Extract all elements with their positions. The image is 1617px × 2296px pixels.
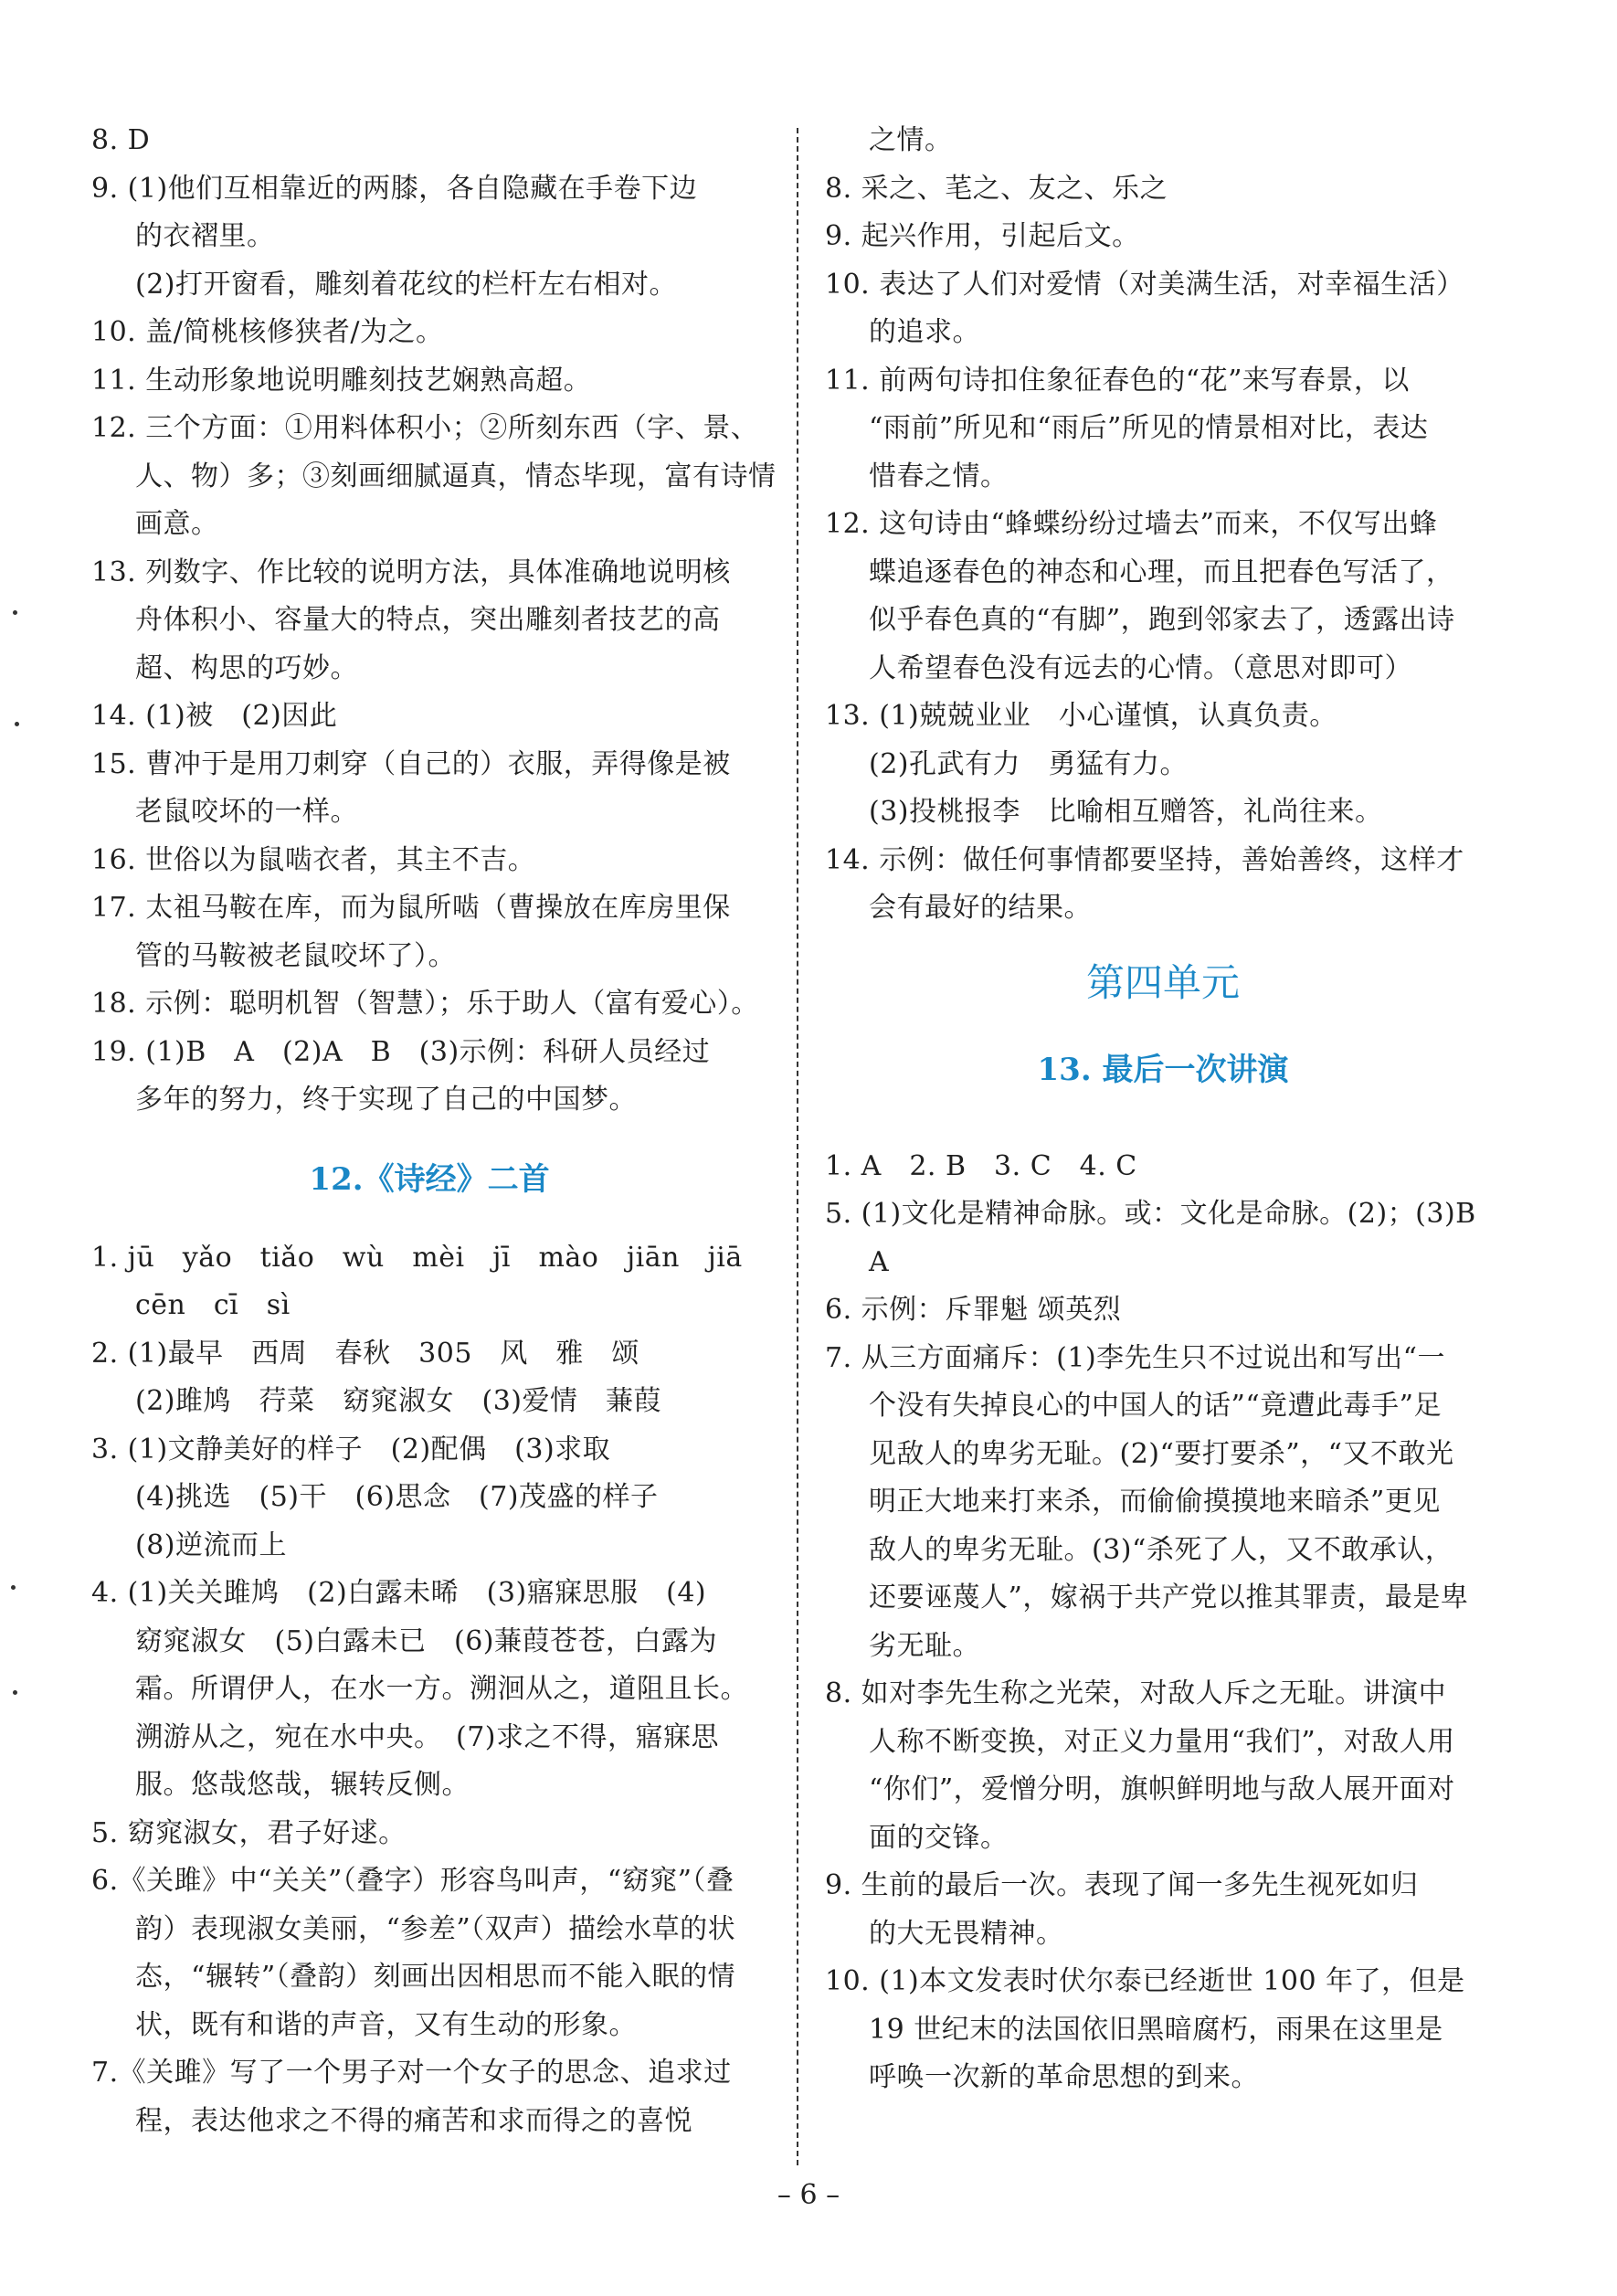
answer-line: 的追求。 <box>869 316 980 348</box>
answer-line: 4. (1)关关雎鸠 (2)白露未晞 (3)寤寐思服 (4) <box>91 1577 707 1609</box>
answer-line: (2)打开窗看，雕刻着花纹的栏杆左右相对。 <box>135 268 677 301</box>
answer-line: 蝶追逐春色的神态和心理，而且把春色写活了， <box>869 555 1454 588</box>
answer-line: (2)雎鸠 荇菜 窈窕淑女 (3)爱情 蒹葭 <box>135 1385 661 1417</box>
right-answers-block-2 <box>825 1143 1501 2102</box>
answer-line: (8)逆流而上 <box>135 1529 287 1561</box>
answer-line: 呼唤一次新的革命思想的到来。 <box>869 2061 1259 2093</box>
scan-speck <box>11 1585 16 1590</box>
answer-line: 韵）表现淑女美丽，“参差”（双声）描绘水草的状 <box>135 1912 736 1945</box>
answer-line: 的大无畏精神。 <box>869 1917 1064 1950</box>
answer-line: 多年的努力，终于实现了自己的中国梦。 <box>135 1084 637 1116</box>
answer-line: 9. 生前的最后一次。表现了闻一多先生视死如归 <box>825 1869 1419 1901</box>
answer-line: 12. 这句诗由“蜂蝶纷纷过墙去”而来，不仅写出蜂 <box>825 508 1438 540</box>
answer-line: 惜春之情。 <box>869 460 1009 492</box>
answer-line: 8. D <box>91 124 151 156</box>
answer-line: 11. 前两句诗扣住象征春色的“花”来写春景，以 <box>825 364 1410 397</box>
spacer <box>825 1106 1501 1143</box>
answer-line: 服。悠哉悠哉，辗转反侧。 <box>135 1769 470 1801</box>
answer-line: 劣无耻。 <box>869 1629 980 1662</box>
answer-line: 的衣褶里。 <box>135 220 275 252</box>
answer-line: 老鼠咬坏的一样。 <box>135 796 358 828</box>
answer-line: 14. (1)被 (2)因此 <box>91 700 338 732</box>
answer-line: 2. (1)最早 西周 春秋 305 风 雅 颂 <box>91 1337 639 1370</box>
answer-line: 程，表达他求之不得的痛苦和求而得之的喜悦 <box>135 2104 692 2137</box>
answer-line: 18. 示例：聪明机智（智慧）；乐于助人（富有爱心）。 <box>91 988 759 1020</box>
answer-line: 19 世纪末的法国依旧黑暗腐朽，雨果在这里是 <box>869 2013 1443 2046</box>
answer-line: 8. 采之、芼之、友之、乐之 <box>825 172 1168 205</box>
answer-line: (2)孔武有力 勇猛有力。 <box>869 747 1188 780</box>
answer-line: 霜。所谓伊人，在水一方。溯洄从之，道阻且长。 <box>135 1673 748 1705</box>
answer-line: 状，既有和谐的声音，又有生动的形象。 <box>135 2008 637 2041</box>
answer-line: 人希望春色没有远去的心情。（意思对即可） <box>869 651 1412 684</box>
answer-line: 面的交锋。 <box>869 1821 1009 1854</box>
scan-speck <box>13 1690 17 1695</box>
answer-line: 8. 如对李先生称之光荣，对敌人斥之无耻。讲演中 <box>825 1677 1447 1709</box>
answer-line: 人称不断变换，对正义力量用“我们”，对敌人用 <box>869 1725 1455 1758</box>
left-answers-block-2 <box>91 1234 767 2146</box>
section-title-last-speech: 13. 最后一次讲演 <box>1037 1051 1289 1088</box>
answer-line: 7. 从三方面痛斥：(1)李先生只不过说出和写出“一 <box>825 1341 1445 1374</box>
answer-line: 态，“辗转”（叠韵）刻画出因相思而不能入眠的情 <box>135 1961 736 1993</box>
answer-line: (3)投桃报李 比喻相互赠答，礼尚往来。 <box>869 796 1383 828</box>
right-column <box>825 117 1501 2102</box>
answer-line: 10. (1)本文发表时伏尔泰已经逝世 100 年了，但是 <box>825 1965 1465 1997</box>
answer-line: 6. 示例：斥罪魁 颂英烈 <box>825 1294 1122 1326</box>
page-number: – 6 – <box>777 2179 840 2211</box>
answer-line: 19. (1)B A (2)A B (3)示例：科研人员经过 <box>91 1035 711 1068</box>
answer-line: 舟体积小、容量大的特点，突出雕刻者技艺的高 <box>135 604 721 636</box>
answer-line: 画意。 <box>135 508 219 540</box>
answer-line: 1. A 2. B 3. C 4. C <box>825 1149 1137 1182</box>
answer-line: “你们”，爱憎分明，旗帜鲜明地与敌人展开面对 <box>869 1773 1455 1805</box>
answer-line: 11. 生动形象地说明雕刻技艺娴熟高超。 <box>91 364 592 397</box>
answer-line: cēn cī sì <box>135 1289 291 1321</box>
answer-line: 个没有失掉良心的中国人的话”“竟遭此毒手”足 <box>869 1390 1443 1422</box>
answer-line: A <box>869 1245 890 1278</box>
answer-line: 5. (1)文化是精神命脉。或：文化是命脉。(2)；(3)B <box>825 1198 1476 1230</box>
answer-line: 9. (1)他们互相靠近的两膝，各自隐藏在手卷下边 <box>91 172 698 205</box>
answer-line: 15. 曹冲于是用刀刺穿（自己的）衣服，弄得像是被 <box>91 747 731 780</box>
answer-line: 溯游从之，宛在水中央。 (7)求之不得，寤寐思 <box>135 1720 719 1753</box>
answer-line: 人、物）多；③刻画细腻逼真，情态毕现，富有诗情 <box>135 460 777 492</box>
scan-speck <box>15 722 19 726</box>
answer-line: 17. 太祖马鞍在库，而为鼠所啮（曹操放在库房里保 <box>91 892 731 924</box>
answer-line: “雨前”所见和“雨后”所见的情景相对比，表达 <box>869 412 1429 444</box>
answer-line: 14. 示例：做任何事情都要坚持，善始善终，这样才 <box>825 843 1464 876</box>
answer-line: 3. (1)文静美好的样子 (2)配偶 (3)求取 <box>91 1433 611 1465</box>
answer-line: 见敌人的卑劣无耻。(2)“要打要杀”，“又不敢光 <box>869 1437 1454 1470</box>
answer-line: 7.《关雎》写了一个男子对一个女子的思念、追求过 <box>91 2057 732 2089</box>
answer-line: 9. 起兴作用，引起后文。 <box>825 220 1140 252</box>
left-column <box>91 117 777 2145</box>
answer-line: 12. 三个方面：①用料体积小；②所刻东西（字、景、 <box>91 412 759 444</box>
answer-line: 16. 世俗以为鼠啮衣者，其主不吉。 <box>91 843 536 876</box>
answer-line: 10. 盖/简桃核修狭者/为之。 <box>91 316 444 348</box>
answer-line: (4)挑选 (5)干 (6)思念 (7)茂盛的样子 <box>135 1481 659 1513</box>
left-answers-block-1 <box>91 117 777 1125</box>
right-answers-block-1 <box>825 117 1501 933</box>
unit-title: 第四单元 <box>1085 959 1240 1005</box>
answer-line: 似乎春色真的“有脚”，跑到邻家去了，透露出诗 <box>869 604 1455 636</box>
answer-line: 敌人的卑劣无耻。(3)“杀死了人，又不敢承认， <box>869 1533 1453 1566</box>
answer-line: 13. (1)兢兢业业 小心谨慎，认真负责。 <box>825 700 1337 732</box>
answer-line: 明正大地来打来杀，而偷偷摸摸地来暗杀”更见 <box>869 1486 1441 1518</box>
answer-line: 管的马鞍被老鼠咬坏了）。 <box>135 939 456 972</box>
answer-line: 窈窕淑女 (5)白露未已 (6)蒹葭苍苍，白露为 <box>135 1624 717 1657</box>
answer-line: 10. 表达了人们对爱情（对美满生活，对幸福生活） <box>825 268 1464 301</box>
answer-line: 6.《关雎》中“关关”（叠字）形容鸟叫声，“窈窕”（叠 <box>91 1865 735 1897</box>
scan-speck <box>13 610 17 615</box>
answer-line: 超、构思的巧妙。 <box>135 651 358 684</box>
answer-line: 13. 列数字、作比较的说明方法，具体准确地说明核 <box>91 555 731 588</box>
column-divider <box>797 128 798 2165</box>
section-title-shijing: 12.《诗经》二首 <box>309 1160 550 1198</box>
answer-line: 之情。 <box>869 124 953 156</box>
answer-line: 会有最好的结果。 <box>869 892 1092 924</box>
answer-line: 5. 窈窕淑女，君子好逑。 <box>91 1816 407 1849</box>
answer-line: 还要诬蔑人”，嫁祸于共产党以推其罪责，最是卑 <box>869 1582 1469 1614</box>
answer-line: 1. jū yǎo tiǎo wù mèi jī mào jiān jiā <box>91 1241 743 1274</box>
